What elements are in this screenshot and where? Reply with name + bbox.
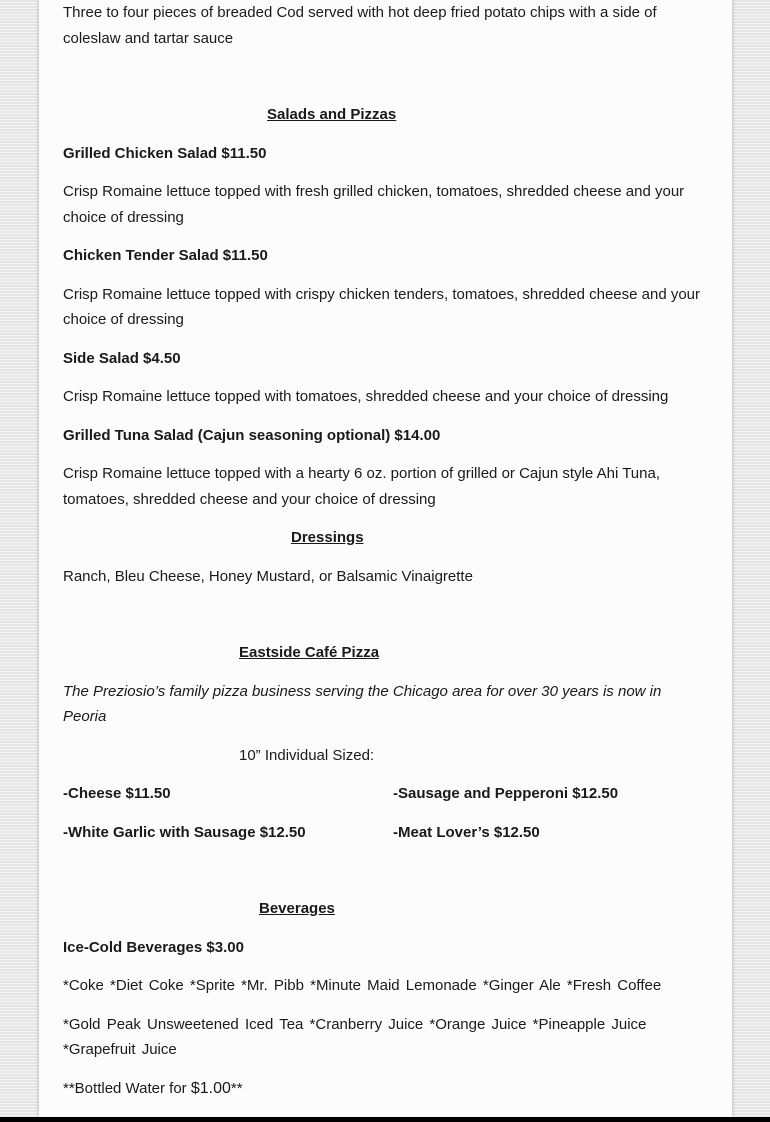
bottled-water-text: **Bottled Water for — [63, 1079, 191, 1097]
spacer — [63, 858, 708, 896]
pizza-row — [63, 781, 708, 807]
beverages-title: Ice-Cold Beverages $3.00 — [63, 938, 244, 956]
salad-item-name: Grilled Chicken Salad $11.50 — [63, 144, 267, 162]
salad-item-name: Chicken Tender Salad $11.50 — [63, 247, 268, 264]
pizza-row — [63, 820, 708, 846]
bottled-water-line — [63, 1076, 708, 1102]
salad-item-description: Crisp Romaine lettuce topped with crispy chicken tenders, tomatoes, shredded cheese and your choice of dressing — [63, 285, 701, 328]
salad-item-name: Grilled Tuna Salad (Cajun seasoning optional) $14.00 — [63, 426, 441, 444]
pizza-heading: Eastside Café Pizza — [239, 644, 380, 661]
pizza-tagline: The Preziosio’s family pizza business serving the Chicago area for over 30 years is now in Peoria — [63, 682, 662, 725]
pizza-item: -White Garlic with Sausage $12.50 — [63, 823, 306, 841]
salads-heading: Salads and Pizzas — [267, 106, 397, 123]
bottled-water-price: $1.00 — [190, 1079, 231, 1097]
pizza-item: -Sausage and Pepperoni $12.50 — [393, 785, 619, 802]
fish-and-chips-description: Three to four pieces of breaded Cod served with hot deep fried potato chips with a side of coleslaw and tartar sauce — [63, 4, 657, 47]
bottled-water-suffix: ** — [230, 1079, 243, 1097]
bottom-bar — [0, 1117, 770, 1122]
menu-page — [39, 0, 732, 1117]
pizza-size-note: 10” Individual Sized: — [239, 746, 375, 764]
salad-item-name: Side Salad $4.50 — [63, 349, 181, 367]
pizza-item: -Cheese $11.50 — [63, 785, 171, 802]
beverages-list: *Gold Peak Unsweetened Iced Tea *Cranberry Juice *Orange Juice *Pineapple Juice *Grapefruit Juice — [63, 1015, 647, 1058]
beverages-list: *Coke *Diet Coke *Sprite *Mr. Pibb *Minute Maid Lemonade *Ginger Ale *Fresh Coffee — [63, 977, 662, 994]
salad-item-description: Crisp Romaine lettuce topped with tomatoes, shredded cheese and your choice of dressing — [63, 388, 669, 405]
menu-content — [63, 0, 708, 1101]
dressings-list: Ranch, Bleu Cheese, Honey Mustard, or Balsamic Vinaigrette — [63, 567, 473, 585]
pizza-item: -Meat Lover’s $12.50 — [393, 823, 540, 841]
spacer — [63, 64, 708, 102]
spacer — [63, 602, 708, 640]
salad-item-description: Crisp Romaine lettuce topped with fresh grilled chicken, tomatoes, shredded cheese and your choice of dressing — [63, 183, 685, 226]
salad-item-description: Crisp Romaine lettuce topped with a hearty 6 oz. portion of grilled or Cajun style Ahi Tuna, tomatoes, shredded cheese and your choice of dressing — [63, 465, 660, 508]
dressings-heading: Dressings — [291, 529, 364, 546]
beverages-heading: Beverages — [259, 900, 335, 917]
